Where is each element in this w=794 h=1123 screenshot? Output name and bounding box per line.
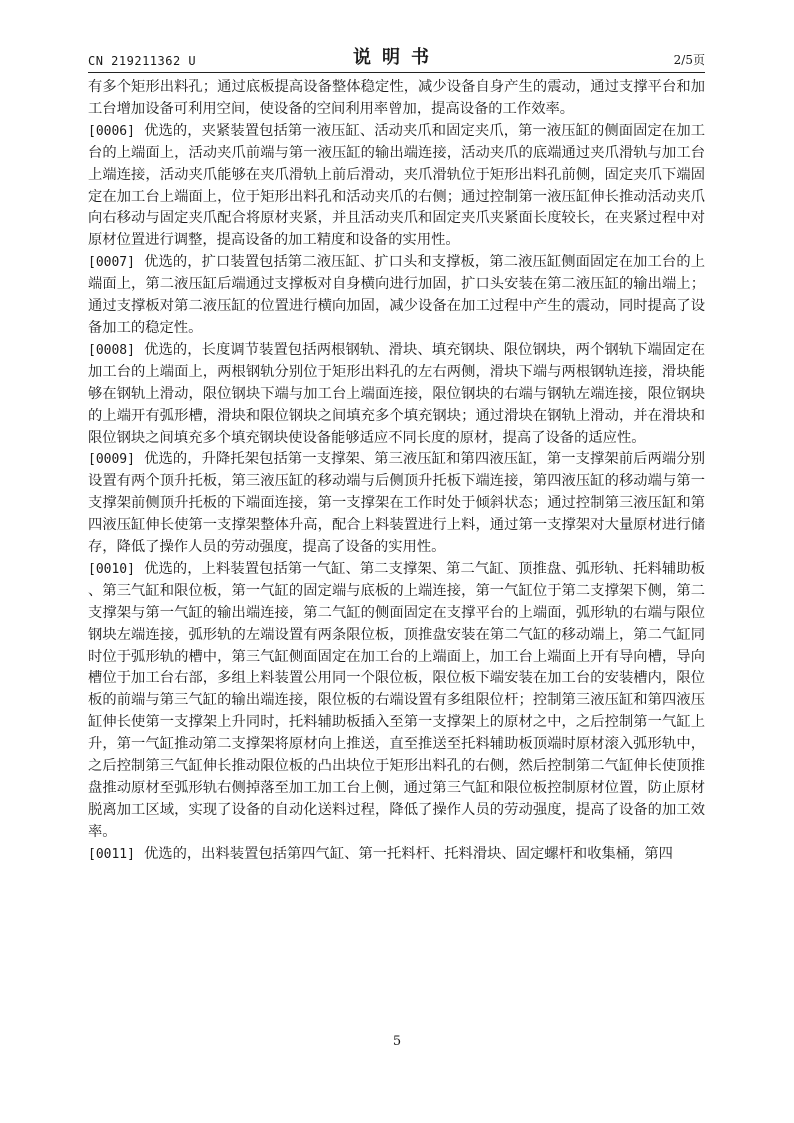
paragraph-text: 优选的，夹紧装置包括第一液压缸、活动夹爪和固定夹爪，第一液压缸的侧面固定在加工台的上端面上，活动夹爪前端与第一液压缸的输出端连接，活动夹爪的底端通过夹爪滑轨与加工台上端连接，活动夹爪能够在夹爪滑轨上前后滑动，夹爪滑轨位于矩形出料孔前侧，固定夹爪下端固定在加工台上端面上，位于矩形出料孔和活动夹爪的右侧；通过控制第一液压缸伸长推动活动夹爪向右移动与固定夹爪配合将原材夹紧，并且活动夹爪和固定夹爪夹紧面长度较长，在夹紧过程中对原材位置进行调整，提高设备的加工精度和设备的实用性。 [88, 122, 705, 249]
patent-number: CN 219211362 U [88, 54, 197, 68]
page-header [88, 44, 705, 73]
paragraph-text: 优选的，出料装置包括第四气缸、第一托料杆、托料滑块、固定螺杆和收集桶，第四 [144, 845, 673, 862]
paragraph-0008 [88, 340, 705, 450]
paragraph-0006 [88, 121, 705, 252]
page-count: 2/5页 [673, 53, 705, 67]
paragraph-number: [0010] [88, 561, 135, 577]
page-number: 5 [392, 1034, 402, 1049]
paragraph-0007 [88, 252, 705, 340]
paragraph-0009 [88, 449, 705, 559]
paragraph-text: 优选的，上料装置包括第一气缸、第二支撑架、第二气缸、顶推盘、弧形轨、托料辅助板、第三气缸和限位板，第一气缸的固定端与底板的上端连接，第一气缸位于第二支撑架下侧，第二支撑架与第一气缸的输出端连接，第二气缸的侧面固定在支撑平台的上端面，弧形轨的右端与限位钢块左端连接，弧形轨的左端设置有两条限位板，顶推盘安装在第二气缸的移动端上，第二气缸同时位于弧形轨的槽中，第三气缸侧面固定在加工台的上端面上，加工台上端面上开有导向槽，导向槽位于加工台右部，多组上料装置公用同一个限位板，限位板下端安装在加工台的安装槽内，限位板的前端与第三气缸的输出端连接，限位板的右端设置有多组限位杆；控制第三液压缸和第四液压缸伸长使第一支撑架上升同时，托料辅助板插入至第一支撑架上的原材之中，之后控制第一气缸上升，第一气缸推动第二支撑架将原材向上推送，直至推送至托料辅助板顶端时原材滚入弧形轨中，之后控制第三气缸伸长推动限位板的凸出块位于矩形出料孔的右侧，然后控制第二气缸伸长使顶推盘推动原材至弧形轨右侧掉落至加工加工台上侧，通过第三气缸和限位板控制原材位置，防止原材脱离加工区域，实现了设备的自动化送料过程，降低了操作人员的劳动强度，提高了设备的加工效率。 [88, 560, 705, 840]
paragraph-continuation [88, 77, 705, 121]
paragraph-text: 优选的，长度调节装置包括两根钢轨、滑块、填充钢块、限位钢块，两个钢轨下端固定在加工台的上端面上，两根钢轨分别位于矩形出料孔的左右两侧，滑块下端与两根钢轨连接，滑块能够在钢轨上滑动，限位钢块下端与加工台上端面连接，限位钢块的右端与钢轨左端连接，限位钢块的上端开有弧形槽，滑块和限位钢块之间填充多个填充钢块；通过滑块在钢轨上滑动，并在滑块和限位钢块之间填充多个填充钢块使设备能够适应不同长度的原材，提高了设备的适应性。 [88, 341, 705, 446]
document-title: 说明书 [353, 47, 440, 68]
document-body [88, 77, 705, 866]
paragraph-number: [0011] [88, 846, 135, 862]
paragraph-0011 [88, 844, 705, 866]
paragraph-0010 [88, 559, 705, 844]
paragraph-text: 优选的，升降托架包括第一支撑架、第三液压缸和第四液压缸，第一支撑架前后两端分别设置有两个顶升托板，第三液压缸的移动端与后侧顶升托板下端连接，第四液压缸的移动端与第一支撑架前侧顶升托板的下端面连接，第一支撑架在工作时处于倾斜状态；通过控制第三液压缸和第四液压缸伸长使第一支撑架整体升高，配合上料装置进行上料，通过第一支撑架对大量原材进行储存，降低了操作人员的劳动强度，提高了设备的实用性。 [88, 451, 705, 556]
paragraph-number: [0008] [88, 342, 135, 358]
paragraph-number: [0006] [88, 123, 135, 139]
paragraph-text: 有多个矩形出料孔；通过底板提高设备整体稳定性，减少设备自身产生的震动，通过支撑平台和加工台增加设备可利用空间，使设备的空间利用率曾加，提高设备的工作效率。 [88, 79, 705, 117]
paragraph-number: [0007] [88, 255, 135, 271]
paragraph-number: [0009] [88, 452, 135, 468]
paragraph-text: 优选的，扩口装置包括第二液压缸、扩口头和支撑板，第二液压缸侧面固定在加工台的上端面上，第二液压缸后端通过支撑板对自身横向进行加固，扩口头安装在第二液压缸的输出端上；通过支撑板对第二液压缸的位置进行横向加固，减少设备在加工过程中产生的震动，同时提高了设备加工的稳定性。 [88, 254, 705, 336]
